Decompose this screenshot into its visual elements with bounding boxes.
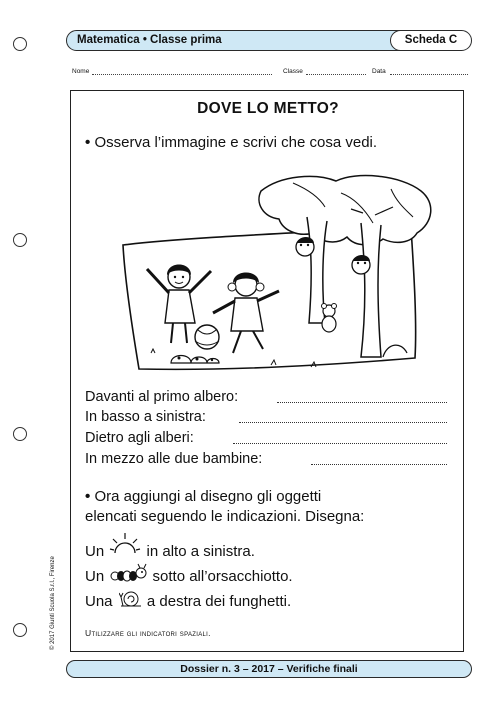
instruction-draw [85,487,364,527]
question-1: Davanti al primo albero: [85,389,239,405]
instruction-observe [85,133,377,153]
bullet: • [85,134,91,151]
caterpillar-icon [109,563,149,583]
worksheet-title: DOVE LO METTO? [197,100,339,117]
binder-hole-1 [13,37,27,51]
data-label: Data [372,68,386,75]
draw-item-prefix: Un [85,543,105,560]
footer-bar: Dossier n. 3 – 2017 – Verifiche finali [66,660,472,678]
answer-line-4[interactable] [311,464,447,465]
note-spatial-indicators: Utilizzare gli indicatori spaziali. [85,628,211,638]
classe-field[interactable] [306,74,366,75]
scheda-label: Scheda C [390,30,472,51]
sun-icon [109,531,141,559]
draw-item-snail [85,593,291,610]
instruction-draw-line2: elencati seguendo le indicazioni. Disegna: [85,508,365,525]
answer-line-3[interactable] [233,443,447,444]
draw-item-prefix: Una [85,593,113,610]
binder-hole-2 [13,233,27,247]
answer-line-1[interactable] [277,402,447,403]
question-4: In mezzo alle due bambine: [85,451,263,467]
header-title: Matematica • Classe prima [77,34,222,46]
instruction-observe-text: Osserva l’immagine e scrivi che cosa vedi. [94,134,378,151]
student-info-line [70,68,470,80]
draw-item-suffix: sotto all’orsacchiotto. [152,568,293,585]
draw-item-prefix: Un [85,568,105,585]
bullet: • [85,488,91,505]
instruction-draw-line1: Ora aggiungi al disegno gli oggetti [94,488,322,505]
draw-item-suffix: a destra dei funghetti. [146,593,292,610]
nome-label: Nome [72,68,90,75]
park-scene-illustration [111,173,441,383]
worksheet-frame [70,90,464,652]
data-field[interactable] [390,74,468,75]
copyright-text: © 2017 Giunti Scuola S.r.l., Firenze [50,556,56,650]
binder-hole-4 [13,623,27,637]
question-3: Dietro agli alberi: [85,430,194,446]
draw-item-suffix: in alto a sinistra. [146,543,255,560]
nome-field[interactable] [92,74,272,75]
header-bar [66,30,472,51]
question-2: In basso a sinistra: [85,409,206,425]
answer-line-2[interactable] [239,422,447,423]
binder-hole-3 [13,427,27,441]
classe-label: Classe [283,68,303,75]
snail-icon [119,589,143,609]
